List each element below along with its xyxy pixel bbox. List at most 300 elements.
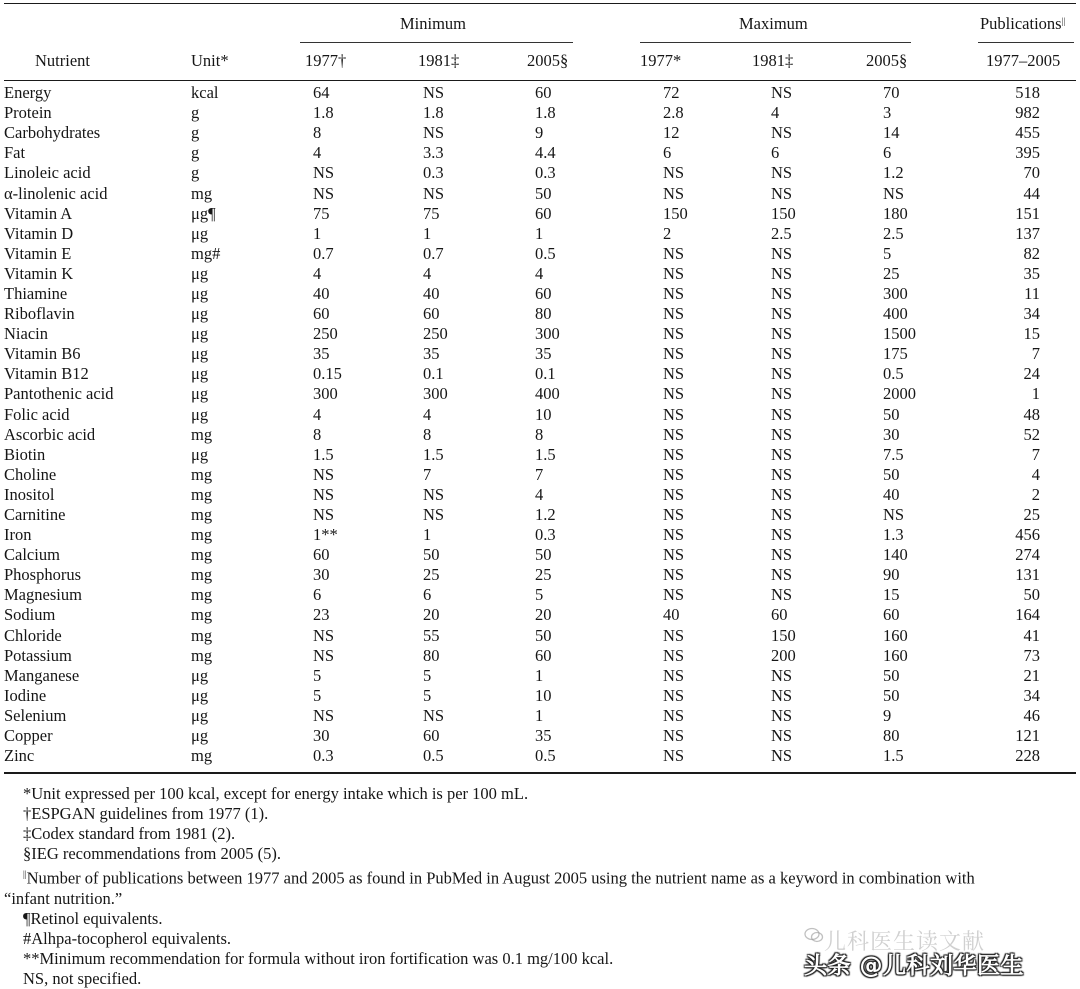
- table-row: [4, 244, 1076, 264]
- cell-max-1977: NS: [663, 565, 685, 585]
- table-row: [4, 103, 1076, 123]
- cell-nutrient: Zinc: [4, 746, 35, 766]
- cell-min-1981: 1.8: [423, 103, 444, 123]
- cell-max-1977: NS: [663, 384, 685, 404]
- cell-nutrient: Vitamin A: [4, 203, 73, 223]
- table-row: [4, 726, 1076, 746]
- cell-unit: mg: [191, 183, 213, 203]
- header-group-minimum: Minimum: [400, 14, 467, 33]
- cell-unit: μg: [191, 304, 209, 324]
- cell-min-1981: 0.1: [423, 364, 444, 384]
- cell-nutrient: Magnesium: [4, 585, 82, 605]
- cell-min-1977: 1.8: [313, 103, 334, 123]
- cell-max-1977: NS: [663, 746, 685, 766]
- table-row: [4, 344, 1076, 364]
- cell-max-2005: 70: [883, 83, 900, 103]
- cell-min-1981: 300: [423, 384, 448, 404]
- cell-max-2005: NS: [883, 505, 905, 525]
- cell-nutrient: Phosphorus: [4, 565, 82, 585]
- cell-max-2005: 175: [883, 344, 908, 364]
- cell-min-1981: 60: [423, 304, 440, 324]
- header-publications-footnote-mark: ||: [1061, 16, 1066, 26]
- cell-nutrient: Choline: [4, 464, 57, 484]
- cell-max-1981: 60: [771, 605, 788, 625]
- cell-max-1981: NS: [771, 444, 793, 464]
- cell-max-1981: NS: [771, 424, 793, 444]
- table-row: [4, 143, 1076, 163]
- table-row: [4, 425, 1076, 445]
- table-row: [4, 183, 1076, 203]
- header-nutrient: Nutrient: [35, 51, 90, 70]
- footnote-tocopherol: #Alhpa-tocopherol equivalents.: [23, 928, 232, 948]
- cell-min-2005: 50: [535, 183, 552, 203]
- cell-min-1977: NS: [313, 163, 335, 183]
- cell-unit: g: [191, 123, 200, 143]
- cell-nutrient: Pantothenic acid: [4, 384, 114, 404]
- cell-min-1977: 5: [313, 665, 322, 685]
- cell-publications: 7: [1031, 344, 1040, 364]
- cell-max-1977: NS: [663, 183, 685, 203]
- cell-max-1981: NS: [771, 364, 793, 384]
- table-row: [4, 304, 1076, 324]
- cell-min-2005: 5: [535, 585, 544, 605]
- cell-max-2005: 40: [883, 484, 900, 504]
- cell-min-1977: 1: [313, 223, 322, 243]
- cell-min-1981: 25: [423, 565, 440, 585]
- cell-max-1981: 2.5: [771, 223, 792, 243]
- cell-nutrient: α-linolenic acid: [4, 183, 108, 203]
- cell-min-1977: 23: [313, 605, 330, 625]
- cell-max-1977: NS: [663, 283, 685, 303]
- cell-max-1977: NS: [663, 364, 685, 384]
- cell-min-1981: 0.7: [423, 243, 444, 263]
- cell-max-1981: 150: [771, 203, 796, 223]
- cell-publications: 164: [1015, 605, 1040, 625]
- cell-nutrient: Energy: [4, 83, 52, 103]
- cell-min-2005: 50: [535, 625, 552, 645]
- cell-max-1981: NS: [771, 404, 793, 424]
- cell-min-1977: 8: [313, 424, 322, 444]
- cell-max-1977: NS: [663, 545, 685, 565]
- cell-min-1981: 1: [423, 525, 432, 545]
- cell-max-2005: 15: [883, 585, 900, 605]
- cell-max-1981: NS: [771, 183, 793, 203]
- cell-unit: mg: [191, 545, 213, 565]
- cell-min-1977: 30: [313, 565, 330, 585]
- cell-max-1977: 6: [663, 143, 672, 163]
- cell-min-2005: 0.5: [535, 243, 556, 263]
- cell-max-1981: NS: [771, 665, 793, 685]
- cell-max-2005: 6: [883, 143, 892, 163]
- cell-max-2005: 80: [883, 726, 900, 746]
- cell-unit: μg: [191, 283, 209, 303]
- header-unit: Unit*: [191, 51, 229, 70]
- cell-publications: 151: [1015, 203, 1040, 223]
- footnotes: [4, 784, 1078, 989]
- cell-min-1977: 4: [313, 263, 322, 283]
- cell-min-1981: 0.5: [423, 746, 444, 766]
- cell-max-1981: 6: [771, 143, 780, 163]
- cell-unit: mg: [191, 464, 213, 484]
- cell-nutrient: Iodine: [4, 685, 47, 705]
- cell-min-2005: 35: [535, 726, 552, 746]
- cell-min-1977: 0.3: [313, 746, 334, 766]
- footnote-ieg: §IEG recommendations from 2005 (5).: [23, 844, 281, 863]
- footnote-unit: *Unit expressed per 100 kcal, except for energy intake which is per 100 mL.: [23, 784, 529, 803]
- cell-min-1981: NS: [423, 505, 445, 525]
- header-max-1977: 1977*: [640, 51, 682, 70]
- cell-publications: 41: [1023, 625, 1040, 645]
- cell-min-2005: 1: [535, 705, 544, 725]
- cell-min-1977: 64: [313, 83, 330, 103]
- cell-max-1981: NS: [771, 505, 793, 525]
- table-row: [4, 565, 1076, 585]
- cell-max-1981: NS: [771, 525, 793, 545]
- table-row: [4, 605, 1076, 625]
- cell-min-2005: 60: [535, 83, 552, 103]
- cell-min-1981: NS: [423, 123, 445, 143]
- cell-min-2005: 80: [535, 304, 552, 324]
- cell-max-1977: 12: [663, 123, 680, 143]
- cell-max-1977: NS: [663, 324, 685, 344]
- cell-max-1977: NS: [663, 424, 685, 444]
- cell-max-2005: 2000: [883, 384, 916, 404]
- cell-min-1977: 0.7: [313, 243, 334, 263]
- cell-unit: μg: [191, 726, 209, 746]
- cell-max-1981: NS: [771, 565, 793, 585]
- cell-unit: μg¶: [191, 203, 216, 223]
- footnote-codex: ‡Codex standard from 1981 (2).: [23, 824, 236, 843]
- table-row: [4, 405, 1076, 425]
- cell-unit: g: [191, 143, 200, 163]
- table-row: [4, 706, 1076, 726]
- cell-max-1981: NS: [771, 83, 793, 103]
- cell-nutrient: Manganese: [4, 665, 80, 685]
- cell-max-2005: 1500: [883, 324, 916, 344]
- cell-min-1977: 1**: [313, 525, 338, 545]
- cell-max-2005: 1.5: [883, 746, 904, 766]
- cell-min-1977: NS: [313, 183, 335, 203]
- cell-min-1977: 4: [313, 143, 322, 163]
- table-row: [4, 646, 1076, 666]
- cell-min-2005: 400: [535, 384, 560, 404]
- cell-max-1977: NS: [663, 625, 685, 645]
- cell-max-2005: 300: [883, 283, 908, 303]
- cell-max-1981: NS: [771, 384, 793, 404]
- header-max-1981: 1981‡: [752, 51, 794, 70]
- cell-nutrient: Inositol: [4, 484, 55, 504]
- cell-unit: μg: [191, 364, 209, 384]
- cell-max-1981: NS: [771, 705, 793, 725]
- watermark-ghost-text: 儿科医生读文献: [824, 930, 986, 955]
- cell-max-1981: NS: [771, 464, 793, 484]
- cell-min-2005: 0.1: [535, 364, 556, 384]
- cell-publications: 455: [1015, 123, 1040, 143]
- cell-min-1981: 0.3: [423, 163, 444, 183]
- cell-nutrient: Calcium: [4, 545, 60, 565]
- cell-min-1981: 60: [423, 726, 440, 746]
- cell-nutrient: Thiamine: [4, 283, 68, 303]
- cell-min-2005: 25: [535, 565, 552, 585]
- cell-nutrient: Vitamin K: [4, 263, 74, 283]
- cell-nutrient: Carnitine: [4, 505, 66, 525]
- cell-min-1981: 250: [423, 324, 448, 344]
- cell-max-2005: 1.2: [883, 163, 904, 183]
- cell-min-2005: 0.3: [535, 525, 556, 545]
- cell-max-2005: 2.5: [883, 223, 904, 243]
- cell-min-1977: 5: [313, 685, 322, 705]
- cell-max-1981: NS: [771, 726, 793, 746]
- cell-max-1977: 2.8: [663, 103, 684, 123]
- cell-publications: 73: [1023, 645, 1040, 665]
- table-bottom-rule: [4, 772, 1076, 774]
- cell-publications: 24: [1023, 364, 1040, 384]
- cell-max-1981: NS: [771, 283, 793, 303]
- table-row: [4, 666, 1076, 686]
- cell-min-1981: 5: [423, 685, 432, 705]
- cell-publications: 228: [1015, 746, 1040, 766]
- cell-min-1977: NS: [313, 645, 335, 665]
- cell-max-1977: NS: [663, 585, 685, 605]
- cell-unit: mg: [191, 565, 213, 585]
- cell-min-1981: NS: [423, 183, 445, 203]
- cell-nutrient: Vitamin B6: [4, 344, 81, 364]
- cell-min-1977: 250: [313, 324, 338, 344]
- header-min-1981: 1981‡: [418, 51, 460, 70]
- cell-max-1977: 2: [663, 223, 672, 243]
- cell-max-1981: 150: [771, 625, 796, 645]
- table-header-rule: [4, 80, 1076, 81]
- cell-unit: μg: [191, 344, 209, 364]
- cell-min-1981: 35: [423, 344, 440, 364]
- table-row: [4, 686, 1076, 706]
- cell-publications: 70: [1023, 163, 1040, 183]
- cell-min-2005: 1: [535, 223, 544, 243]
- cell-publications: 4: [1031, 464, 1040, 484]
- cell-min-2005: 1.8: [535, 103, 556, 123]
- cell-max-2005: 50: [883, 685, 900, 705]
- cell-unit: mg: [191, 645, 213, 665]
- cell-min-2005: 50: [535, 545, 552, 565]
- cell-publications: 11: [1024, 283, 1040, 303]
- cell-nutrient: Carbohydrates: [4, 123, 101, 143]
- table-row: [4, 465, 1076, 485]
- cell-max-2005: 160: [883, 625, 908, 645]
- cell-min-2005: 4: [535, 484, 544, 504]
- table-row: [4, 83, 1076, 103]
- cell-publications: 1: [1031, 384, 1040, 404]
- cell-nutrient: Selenium: [4, 705, 67, 725]
- cell-min-1981: 80: [423, 645, 440, 665]
- cell-min-1977: 40: [313, 283, 330, 303]
- cell-max-1977: 72: [663, 83, 680, 103]
- cell-min-1981: 40: [423, 283, 440, 303]
- cell-nutrient: Fat: [4, 143, 26, 163]
- cell-publications: 137: [1015, 223, 1040, 243]
- table-top-rule: [4, 3, 1076, 4]
- cell-max-2005: 50: [883, 404, 900, 424]
- cell-max-2005: 5: [883, 243, 892, 263]
- table-row: [4, 525, 1076, 545]
- cell-unit: μg: [191, 685, 209, 705]
- cell-max-1977: NS: [663, 525, 685, 545]
- cell-max-2005: 180: [883, 203, 908, 223]
- cell-min-1981: 1: [423, 223, 432, 243]
- cell-min-1981: 4: [423, 404, 432, 424]
- cell-min-2005: 1.5: [535, 444, 556, 464]
- cell-min-1981: 1.5: [423, 444, 444, 464]
- cell-min-1977: NS: [313, 705, 335, 725]
- cell-min-2005: 35: [535, 344, 552, 364]
- cell-max-1977: NS: [663, 665, 685, 685]
- cell-nutrient: Vitamin D: [4, 223, 74, 243]
- cell-publications: 35: [1023, 263, 1040, 283]
- cell-nutrient: Vitamin B12: [4, 364, 89, 384]
- cell-publications: 25: [1023, 505, 1040, 525]
- footnote-publications-mark: ||: [23, 869, 27, 879]
- cell-publications: 982: [1015, 103, 1040, 123]
- cell-min-1981: NS: [423, 83, 445, 103]
- cell-nutrient: Iron: [4, 525, 32, 545]
- cell-max-2005: 160: [883, 645, 908, 665]
- cell-nutrient: Protein: [4, 103, 52, 123]
- cell-nutrient: Folic acid: [4, 404, 70, 424]
- cell-max-1977: NS: [663, 444, 685, 464]
- cell-max-1981: NS: [771, 263, 793, 283]
- cell-max-2005: 90: [883, 565, 900, 585]
- cell-max-2005: 1.3: [883, 525, 904, 545]
- cell-max-2005: 7.5: [883, 444, 904, 464]
- cell-min-2005: 60: [535, 283, 552, 303]
- cell-max-1977: 40: [663, 605, 680, 625]
- cell-publications: 15: [1023, 324, 1040, 344]
- cell-max-1977: NS: [663, 705, 685, 725]
- cell-min-1981: 7: [423, 464, 432, 484]
- header-publications-label: Publications: [980, 14, 1062, 33]
- cell-publications: 48: [1023, 404, 1040, 424]
- cell-unit: kcal: [191, 83, 219, 103]
- cell-min-1981: NS: [423, 705, 445, 725]
- cell-max-1977: NS: [663, 344, 685, 364]
- cell-min-1977: 300: [313, 384, 338, 404]
- cell-min-1981: 3.3: [423, 143, 444, 163]
- cell-min-1977: 0.15: [313, 364, 342, 384]
- table-row: [4, 445, 1076, 465]
- footnote-iron: **Minimum recommendation for formula without iron fortification was 0.1 mg/100 kcal.: [23, 948, 614, 968]
- cell-min-2005: 60: [535, 203, 552, 223]
- table-row: [4, 163, 1076, 183]
- cell-unit: μg: [191, 223, 209, 243]
- cell-min-1981: 8: [423, 424, 432, 444]
- header-group-maximum: Maximum: [739, 14, 808, 33]
- cell-max-1981: NS: [771, 163, 793, 183]
- cell-min-1981: 4: [423, 263, 432, 283]
- cell-max-1977: NS: [663, 404, 685, 424]
- cell-nutrient: Sodium: [4, 605, 56, 625]
- cell-publications: 46: [1023, 705, 1040, 725]
- cell-publications: 518: [1015, 83, 1040, 103]
- cell-publications: 131: [1015, 565, 1040, 585]
- cell-unit: μg: [191, 384, 209, 404]
- cell-max-1977: NS: [663, 505, 685, 525]
- cell-min-1981: 6: [423, 585, 432, 605]
- cell-nutrient: Riboflavin: [4, 304, 75, 324]
- cell-max-2005: 50: [883, 665, 900, 685]
- cell-max-2005: 50: [883, 464, 900, 484]
- cell-max-2005: 25: [883, 263, 900, 283]
- cell-min-2005: 60: [535, 645, 552, 665]
- cell-min-1981: 20: [423, 605, 440, 625]
- watermark-main-text: 头条 @儿科刘华医生: [804, 953, 1025, 979]
- cell-min-2005: 10: [535, 404, 552, 424]
- cell-max-1981: NS: [771, 585, 793, 605]
- cell-unit: mg: [191, 625, 213, 645]
- cell-min-2005: 0.5: [535, 746, 556, 766]
- cell-unit: μg: [191, 404, 209, 424]
- cell-min-1977: NS: [313, 625, 335, 645]
- cell-nutrient: Vitamin E: [4, 243, 72, 263]
- span-line-publications: [978, 42, 1074, 43]
- cell-min-1977: NS: [313, 484, 335, 504]
- table-row: [4, 224, 1076, 244]
- header-min-1977: 1977†: [305, 51, 347, 70]
- cell-max-2005: 30: [883, 424, 900, 444]
- cell-min-1977: 75: [313, 203, 330, 223]
- cell-max-2005: 0.5: [883, 364, 904, 384]
- cell-nutrient: Linoleic acid: [4, 163, 91, 183]
- cell-publications: 2: [1031, 484, 1040, 504]
- cell-max-2005: 3: [883, 103, 892, 123]
- cell-unit: mg#: [191, 243, 221, 263]
- cell-unit: μg: [191, 324, 209, 344]
- cell-unit: mg: [191, 484, 213, 504]
- cell-max-1981: NS: [771, 304, 793, 324]
- cell-publications: 395: [1015, 143, 1040, 163]
- cell-min-1977: 8: [313, 123, 322, 143]
- cell-unit: g: [191, 163, 200, 183]
- cell-max-1981: NS: [771, 746, 793, 766]
- cell-unit: mg: [191, 746, 213, 766]
- cell-publications: 456: [1015, 525, 1040, 545]
- cell-min-1981: 75: [423, 203, 440, 223]
- table-row: [4, 324, 1076, 344]
- cell-max-1981: NS: [771, 123, 793, 143]
- cell-min-1981: NS: [423, 484, 445, 504]
- table-row: [4, 264, 1076, 284]
- cell-max-1977: 150: [663, 203, 688, 223]
- cell-min-2005: 7: [535, 464, 544, 484]
- cell-max-1977: NS: [663, 163, 685, 183]
- footnote-publications-line1: Number of publications between 1977 and 2005 as found in PubMed in August 2005 using the nutrient name as a keyword in combination with: [26, 868, 975, 888]
- cell-publications: 34: [1023, 685, 1040, 705]
- cell-max-2005: 9: [883, 705, 892, 725]
- cell-max-1981: 4: [771, 103, 780, 123]
- cell-max-2005: 60: [883, 605, 900, 625]
- cell-unit: μg: [191, 705, 209, 725]
- cell-min-1977: 60: [313, 545, 330, 565]
- cell-unit: mg: [191, 525, 213, 545]
- cell-nutrient: Copper: [4, 726, 53, 746]
- cell-min-1977: 30: [313, 726, 330, 746]
- cell-min-2005: 20: [535, 605, 552, 625]
- table-row: [4, 485, 1076, 505]
- span-line-maximum: [640, 42, 911, 43]
- cell-max-1977: NS: [663, 464, 685, 484]
- cell-publications: 274: [1015, 545, 1040, 565]
- cell-nutrient: Niacin: [4, 324, 48, 344]
- cell-max-1977: NS: [663, 726, 685, 746]
- cell-min-1977: NS: [313, 464, 335, 484]
